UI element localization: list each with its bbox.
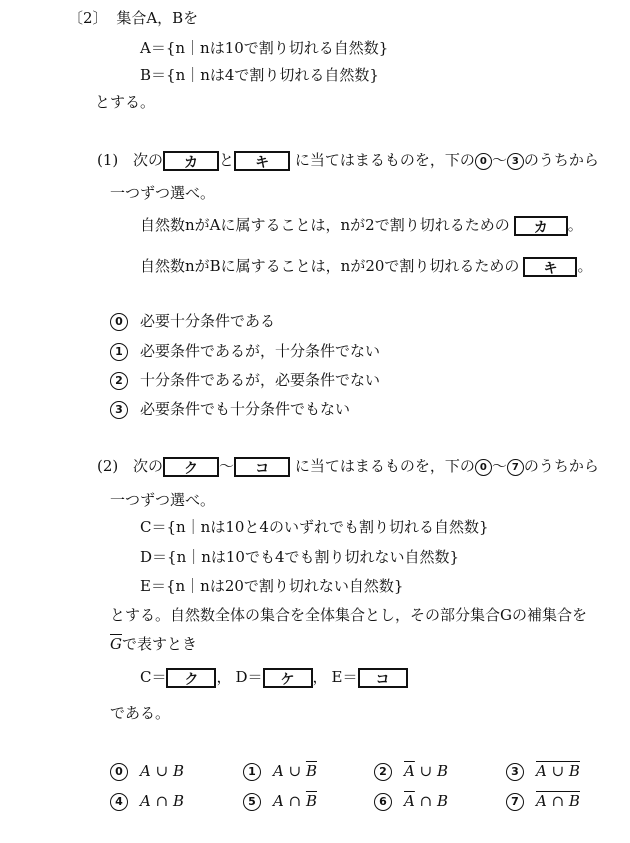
header-closing: とする。: [95, 93, 156, 111]
answer-box-ka: カ: [163, 151, 219, 171]
circled-digit-7-icon: 7: [506, 793, 524, 811]
q2-option-1: 1 A ∪ $\overline{B}$: [243, 760, 317, 782]
answer-box-ka-inline: カ: [514, 216, 568, 236]
q2-option-4: 4 A ∩ B: [110, 790, 184, 812]
circled-digit-0-icon: 0: [110, 763, 128, 781]
circled-digit-1-icon: 1: [243, 763, 261, 781]
answer-box-ke: ケ: [263, 668, 313, 688]
set-a-definition: A＝{n｜nは10で割り切れる自然数}: [140, 39, 389, 57]
answer-box-ko-inline: コ: [358, 668, 408, 688]
circled-digit-5-icon: 5: [243, 793, 261, 811]
circled-digit-4-icon: 4: [110, 793, 128, 811]
q2-option-7: 7 A ∩ B: [506, 790, 580, 812]
circled-digit-2-icon: 2: [374, 763, 392, 781]
circled-digit-3-icon: 3: [110, 401, 128, 419]
circled-digit-0-icon: 0: [475, 153, 492, 170]
circled-digit-3-icon: 3: [507, 153, 524, 170]
q2-paragraph-2: $\overline{G}$で表すとき: [110, 635, 197, 653]
q2-option-2: 2 $\overline{A}$ ∪ B: [374, 760, 448, 782]
problem-intro: 集合A，Bを: [116, 9, 199, 27]
answer-box-ku: ク: [163, 457, 219, 477]
problem-number: 〔2〕: [68, 9, 108, 27]
q2-paragraph-1: とする。自然数全体の集合を全体集合とし，その部分集合Gの補集合を: [110, 606, 587, 624]
q2-option-3: 3 A ∪ B: [506, 760, 580, 782]
q2-instruction: (2) 次の ク 〜 コ に当てはまるものを，下の 0 〜 7 のうちから: [97, 457, 599, 477]
set-d-definition: D＝{n｜nは10でも4でも割り切れない自然数}: [140, 548, 460, 566]
complement-g: $\overline{G}$: [110, 635, 122, 653]
set-b-definition: B＝{n｜nは4で割り切れる自然数}: [140, 66, 379, 84]
circled-digit-7-icon: 7: [507, 459, 524, 476]
q2-closing: である。: [110, 704, 171, 722]
q1-instruction-line2: 一つずつ選べ。: [110, 184, 216, 202]
circled-digit-2-icon: 2: [110, 372, 128, 390]
set-e-definition: E＝{n｜nは20で割り切れない自然数}: [140, 577, 404, 595]
q1-option-0: 0 必要十分条件である: [110, 310, 275, 332]
q1-instruction: (1) 次の カ と キ に当てはまるものを，下の 0 〜 3 のうちから: [97, 151, 599, 171]
q1-option-2: 2 十分条件であるが，必要条件でない: [110, 369, 380, 391]
circled-digit-0-icon: 0: [475, 459, 492, 476]
answer-box-ki: キ: [234, 151, 290, 171]
answer-box-ku-inline: ク: [166, 668, 216, 688]
set-c-definition: C＝{n｜nは10と4のいずれでも割り切れる自然数}: [140, 518, 489, 536]
circled-digit-6-icon: 6: [374, 793, 392, 811]
q2-equations: C＝ ク ， D＝ ケ ， E＝ コ: [140, 666, 408, 688]
q2-option-0: 0 A ∪ B: [110, 760, 184, 782]
q2-option-5: 5 A ∩ $\overline{B}$: [243, 790, 317, 812]
q1-statement-2: 自然数nがBに属することは，nが20で割り切れるための キ 。: [140, 257, 593, 277]
circled-digit-1-icon: 1: [110, 343, 128, 361]
q1-option-3: 3 必要条件でも十分条件でもない: [110, 398, 350, 420]
q2-instruction-line2: 一つずつ選べ。: [110, 491, 216, 509]
problem-header: [68, 7, 198, 29]
circled-digit-0-icon: 0: [110, 313, 128, 331]
q2-number: (2): [97, 457, 119, 475]
q1-statement-1: 自然数nがAに属することは，nが2で割り切れるための カ 。: [140, 216, 583, 236]
q1-option-1: 1 必要条件であるが，十分条件でない: [110, 340, 380, 362]
q1-number: (1): [97, 151, 119, 169]
q2-option-6: 6 $\overline{A}$ ∩ B: [374, 790, 448, 812]
answer-box-ko: コ: [234, 457, 290, 477]
answer-box-ki-inline: キ: [523, 257, 577, 277]
circled-digit-3-icon: 3: [506, 763, 524, 781]
